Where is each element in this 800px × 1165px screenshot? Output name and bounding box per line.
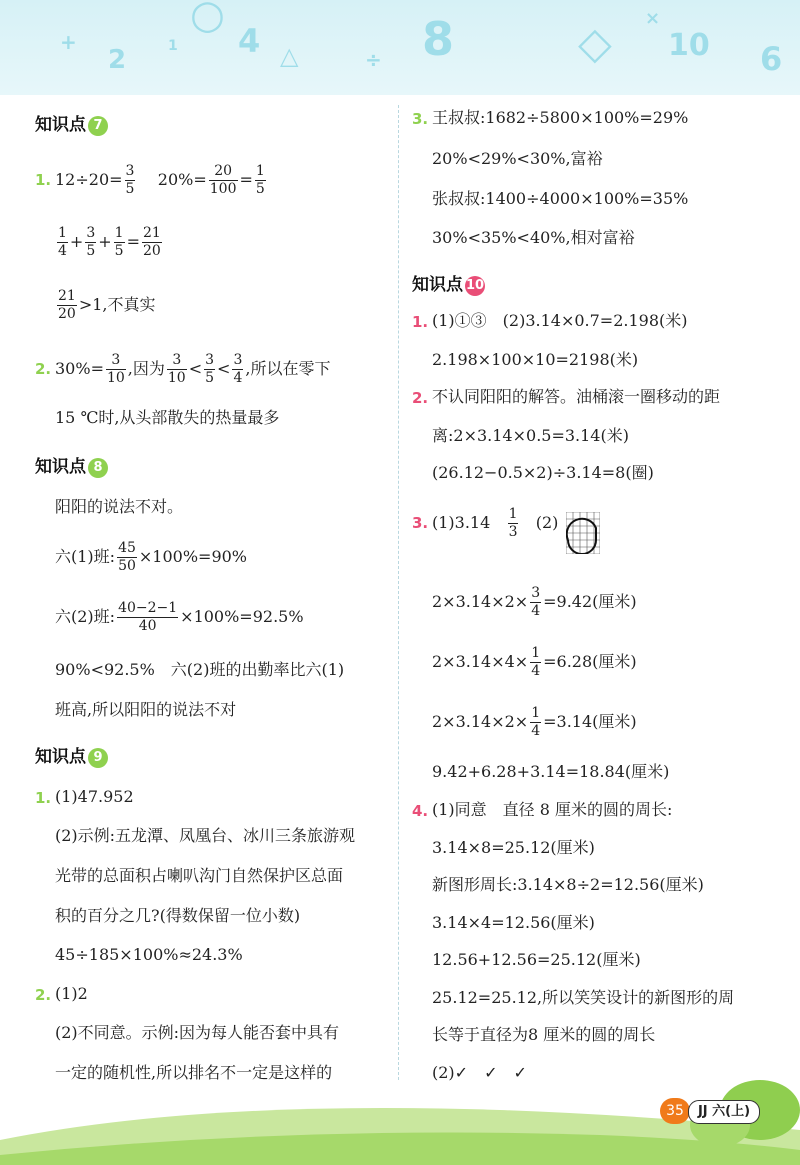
answer-line: 2×3.14×2× $\frac{1}{4}$ =3.14(厘米) [432,705,637,739]
question-number: 1. [412,313,429,331]
answer-line: 阳阳的说法不对。 [55,497,184,516]
answer-line: 15 ℃时,从头部散失的热量最多 [55,408,280,427]
answer-line: 20%<29%<30%,富裕 [432,149,603,168]
question-number: 1. [35,171,52,189]
question-number: 4. [412,802,429,820]
section-badge: 9 [88,748,108,768]
answer-line: (1)2 [55,984,88,1003]
answer-line: (1)①③ (2)3.14×0.7=2.198(米) [432,311,688,330]
deco-times: × [645,8,661,29]
answer-line: 2.198×100×10=2198(米) [432,350,639,369]
answer-line: $\frac{21}{20}$ >1,不真实 [58,288,156,322]
answer-line: 12÷20= $\frac{3}{5}$ 20%= $\frac{20}{100}$ = $\frac{1}{5}$ [55,163,265,197]
answer-line: 2×3.14×2× $\frac{3}{4}$ =9.42(厘米) [432,585,637,619]
section-title-8: 知识点 8 [35,452,108,478]
answer-line: (2)不同意。示例:因为每人能否套中具有 [55,1023,340,1042]
answer-line: 光带的总面积占喇叭沟门自然保护区总面 [55,866,344,885]
section-title-10: 知识点 10 [412,275,485,295]
answer-line: 45÷185×100%≈24.3% [55,945,243,964]
answer-line: 六(1)班: $\frac{45}{50}$ ×100%=90% [55,540,248,574]
answer-line: 班高,所以阳阳的说法不对 [55,700,237,719]
question-number: 1. [35,789,52,807]
deco-digit: 6 [760,40,783,78]
deco-diamond: ◇ [578,18,612,69]
answer-line: 积的百分之几?(得数保留一位小数) [55,906,301,925]
question-number: 3. [412,514,429,532]
answer-line: 王叔叔:1682÷5800×100%=29% [432,108,689,127]
deco-plus: + [60,30,77,54]
answer-line: (1)47.952 [55,787,134,806]
section-badge: 10 [465,276,485,296]
answer-line: 不认同阳阳的解答。油桶滚一圈移动的距 [432,387,721,406]
deco-digit: 2 [108,45,127,75]
answer-line: 3.14×8=25.12(厘米) [432,838,595,857]
answer-line: 30%= $\frac{3}{10}$ ,因为 $\frac{3}{10}$ < $\frac{3}{5}$ < $\frac{3}{4}$ ,所以在零下 [55,352,331,386]
quarter-circle-grid-figure [566,512,600,554]
header-band [0,0,800,95]
section-badge: 8 [88,458,108,478]
answer-line: 张叔叔:1400÷4000×100%=35% [432,189,689,208]
question-number: 2. [35,986,52,1004]
section-title-7: 知识点 7 [35,110,108,136]
question-number: 2. [412,389,429,407]
deco-digit: 4 [238,22,261,60]
deco-digit: 8 [422,12,455,66]
answer-line: (1)同意 直径 8 厘米的圆的周长: [432,800,673,819]
answer-line: 长等于直径为8 厘米的圆的周长 [432,1025,656,1044]
deco-triangle: △ [280,42,299,70]
answer-line: 90%<92.5% 六(2)班的出勤率比六(1) [55,660,345,679]
answer-line: 9.42+6.28+3.14=18.84(厘米) [432,762,670,781]
answer-line: (1)3.14 $\frac{1}{3}$ (2) [432,506,559,540]
answer-line: (26.12−0.5×2)÷3.14=8(圈) [432,463,654,482]
deco-digit: 10 [668,28,710,63]
answer-line: 30%<35%<40%,相对富裕 [432,228,635,247]
answer-line: $\frac{1}{4}$ + $\frac{3}{5}$ + $\frac{1}{5}$ = $\frac{21}{20}$ [58,225,161,259]
question-number: 2. [35,360,52,378]
question-number: 3. [412,110,429,128]
section-title-9: 知识点 9 [35,742,108,768]
answer-line: 2×3.14×4× $\frac{1}{4}$ =6.28(厘米) [432,645,637,679]
answer-line: 12.56+12.56=25.12(厘米) [432,950,641,969]
answer-line: 一定的随机性,所以排名不一定是这样的 [55,1063,333,1082]
deco-digit: 1 [168,38,178,54]
deco-divide: ÷ [365,48,382,72]
answer-line: 新图形周长:3.14×8÷2=12.56(厘米) [432,875,704,894]
answer-line: 六(2)班: $\frac{40-2-1}{40}$ ×100%=92.5% [55,600,304,634]
page-number-badge: 35 [660,1098,690,1124]
answer-line: 3.14×4=12.56(厘米) [432,913,595,932]
answer-line: 离:2×3.14×0.5=3.14(米) [432,426,629,445]
section-badge: 7 [88,116,108,136]
answer-line: (2)示例:五龙潭、凤凰台、冰川三条旅游观 [55,826,356,845]
column-divider [398,105,399,1080]
answer-line: (2)✓ ✓ ✓ [432,1063,527,1082]
deco-circle: ○ [190,0,225,38]
book-code-label: JJ 六(上) [688,1100,760,1124]
answer-line: 25.12=25.12,所以笑笑设计的新图形的周 [432,988,735,1007]
